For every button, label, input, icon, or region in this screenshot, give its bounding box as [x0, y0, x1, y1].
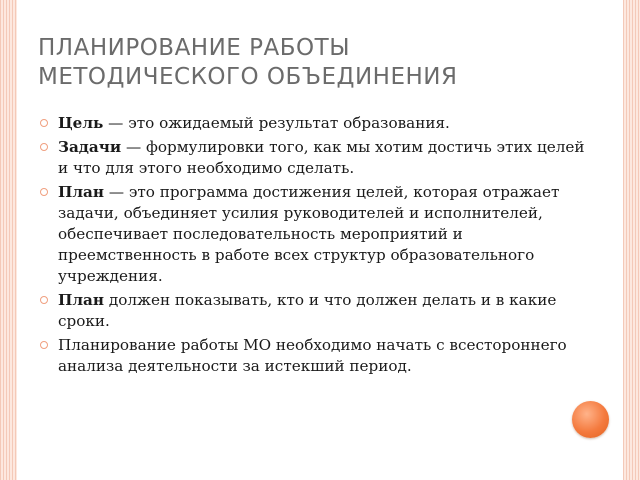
- item-text: — это программа достижения целей, которая отражает задачи, объединяет усилия руководителей и исполнителей, обеспечивает последовательность мероприятий и преемственность в работе всех структур образовательного учреждения.: [58, 183, 560, 285]
- ring-bullet-icon: [40, 119, 48, 127]
- slide-title-line-2: МЕТОДИЧЕСКОГО ОБЪЕДИНЕНИЯ: [38, 64, 458, 90]
- term-label: Цель: [58, 114, 104, 132]
- right-striped-border: [620, 0, 640, 480]
- term-label: Задачи: [58, 138, 122, 156]
- term-label: План: [58, 291, 105, 309]
- term-label: План: [58, 183, 105, 201]
- list-item-goal: [40, 113, 595, 134]
- slide-title-line-1: ПЛАНИРОВАНИЕ РАБОТЫ: [38, 35, 350, 61]
- ring-bullet-icon: [40, 341, 48, 349]
- ring-bullet-icon: [40, 143, 48, 151]
- list-item-tasks: [40, 137, 595, 179]
- item-text: Планирование работы МО необходимо начать с всестороннего анализа деятельности за истекший период.: [58, 336, 567, 375]
- bullet-list: [40, 113, 595, 380]
- item-text: — это ожидаемый результат образования.: [103, 114, 450, 132]
- list-item-plan-content: [40, 290, 595, 332]
- list-item-plan: [40, 182, 595, 287]
- item-text: — формулировки того, как мы хотим достичь этих целей и что для этого необходимо сделать.: [58, 138, 585, 177]
- ring-bullet-icon: [40, 296, 48, 304]
- slide-title: [38, 34, 598, 92]
- item-text: должен показывать, кто и что должен делать и в какие сроки.: [58, 291, 557, 330]
- left-striped-border: [0, 0, 20, 480]
- ring-bullet-icon: [40, 188, 48, 196]
- list-item-analysis: [40, 335, 595, 377]
- orange-circle-icon: [572, 401, 609, 438]
